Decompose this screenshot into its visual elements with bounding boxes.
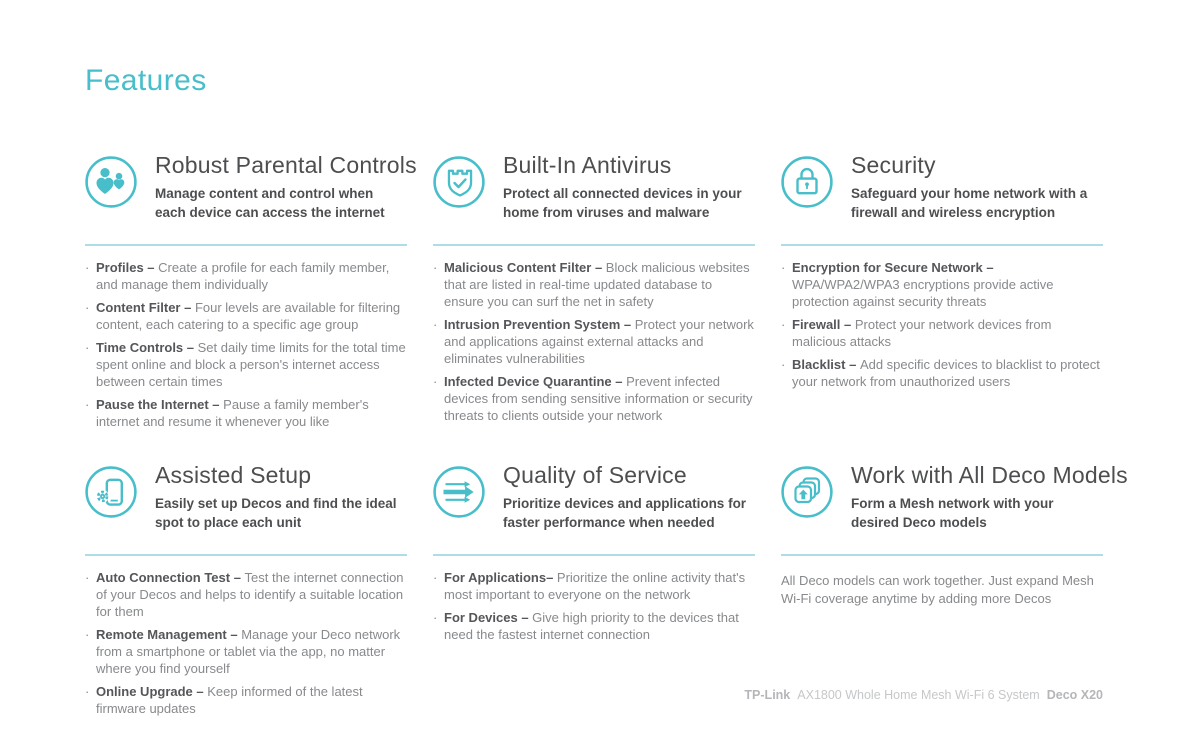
bullet-description: Keep informed of the latest firmware updates bbox=[96, 684, 363, 716]
bullet-dot: · bbox=[85, 627, 90, 642]
feature-bullet bbox=[85, 569, 407, 620]
section-divider bbox=[85, 554, 407, 556]
feature-bullet bbox=[781, 259, 1103, 310]
priority-arrows-icon bbox=[433, 466, 485, 554]
feature-bullet bbox=[433, 569, 755, 603]
feature-bullet bbox=[85, 626, 407, 677]
feature-bullet bbox=[85, 299, 407, 333]
feature-bullet-list bbox=[85, 569, 407, 717]
bullet-term: Firewall – bbox=[792, 317, 855, 332]
bullet-term: For Devices – bbox=[444, 610, 533, 625]
bullet-term: Infected Device Quarantine – bbox=[444, 374, 627, 389]
bullet-text bbox=[792, 356, 1103, 390]
page-title: Features bbox=[85, 64, 207, 97]
bullet-dot: · bbox=[85, 397, 90, 412]
feature-bullet bbox=[433, 259, 755, 310]
feature-title: Robust Parental Controls bbox=[155, 152, 417, 178]
bullet-dot: · bbox=[85, 684, 90, 699]
bullet-dot: · bbox=[433, 317, 438, 332]
bullet-dot: · bbox=[781, 317, 786, 332]
feature-subtitle: Safeguard your home network with a firewall and wireless encryption bbox=[851, 186, 1088, 220]
feature-card-header bbox=[433, 152, 755, 244]
padlock-icon bbox=[781, 156, 833, 244]
feature-bullet bbox=[85, 339, 407, 390]
feature-paragraph: All Deco models can work together. Just expand Mesh Wi-Fi coverage anytime by adding more Decos bbox=[781, 573, 1094, 606]
feature-card-built-in-antivirus bbox=[433, 152, 755, 436]
feature-bullet bbox=[433, 316, 755, 367]
footer-product: AX1800 Whole Home Mesh Wi-Fi 6 System bbox=[797, 688, 1040, 702]
bullet-dot: · bbox=[85, 300, 90, 315]
bullet-term: Blacklist – bbox=[792, 357, 860, 372]
feature-card-work-with-all-deco-models bbox=[781, 462, 1128, 723]
bullet-description: Set daily time limits for the total time spent online and block a person's internet access between certain times bbox=[96, 340, 406, 389]
feature-title: Built-In Antivirus bbox=[503, 152, 672, 178]
bullet-text bbox=[96, 259, 407, 293]
bullet-description: Prioritize the online activity that's most important to everyone on the network bbox=[444, 570, 746, 602]
features-grid bbox=[85, 152, 1128, 723]
bullet-text bbox=[96, 396, 407, 430]
feature-head-text bbox=[851, 152, 1103, 244]
bullet-description: Manage your Deco network from a smartphone or tablet via the app, no matter where you find yourself bbox=[96, 627, 401, 676]
bullet-dot: · bbox=[781, 357, 786, 372]
bullet-term: Pause the Internet – bbox=[96, 397, 224, 412]
bullet-description: Four levels are available for filtering content, each catering to a specific age group bbox=[96, 300, 401, 332]
feature-card-parental-controls bbox=[85, 152, 417, 436]
bullet-description: Pause a family member's internet and resume it whenever you like bbox=[96, 397, 369, 429]
feature-card-header bbox=[781, 152, 1103, 244]
feature-bullet bbox=[85, 259, 407, 293]
bullet-description: WPA/WPA2/WPA3 encryptions provide active protection against security threats bbox=[792, 277, 1054, 309]
feature-head-text bbox=[503, 462, 755, 554]
shield-check-icon bbox=[433, 156, 485, 244]
feature-card-header bbox=[85, 462, 407, 554]
bullet-term: Intrusion Prevention System – bbox=[444, 317, 635, 332]
feature-card-header bbox=[781, 462, 1128, 554]
feature-head-text bbox=[851, 462, 1128, 554]
feature-title: Quality of Service bbox=[503, 462, 687, 488]
feature-bullet bbox=[433, 609, 755, 643]
bullet-dot: · bbox=[85, 340, 90, 355]
feature-bullet bbox=[781, 316, 1103, 350]
bullet-text bbox=[792, 316, 1103, 350]
feature-bullet bbox=[781, 356, 1103, 390]
footer-brand: TP-Link bbox=[744, 688, 791, 702]
feature-bullet-list bbox=[85, 259, 407, 430]
bullet-text bbox=[444, 609, 755, 643]
section-divider bbox=[781, 244, 1103, 246]
bullet-dot: · bbox=[85, 260, 90, 275]
bullet-term: Profiles – bbox=[96, 260, 159, 275]
bullet-text bbox=[444, 569, 755, 603]
feature-card-assisted-setup bbox=[85, 462, 407, 723]
bullet-description: Give high priority to the devices that need the fastest internet connection bbox=[444, 610, 739, 642]
bullet-description: Protect your network devices from malicious attacks bbox=[792, 317, 1052, 349]
feature-bullet bbox=[85, 396, 407, 430]
footer bbox=[744, 688, 1103, 702]
bullet-text bbox=[444, 259, 755, 310]
feature-subtitle: Manage content and control when each device can access the internet bbox=[155, 186, 385, 220]
bullet-description: Test the internet connection of your Decos and helps to identify a suitable location for them bbox=[96, 570, 404, 619]
bullet-text bbox=[96, 683, 407, 717]
bullet-term: Time Controls – bbox=[96, 340, 198, 355]
feature-title: Assisted Setup bbox=[155, 462, 312, 488]
section-divider bbox=[433, 554, 755, 556]
feature-title: Work with All Deco Models bbox=[851, 462, 1128, 488]
bullet-dot: · bbox=[433, 260, 438, 275]
feature-bullet bbox=[85, 683, 407, 717]
bullet-term: Online Upgrade – bbox=[96, 684, 208, 699]
family-icon bbox=[85, 156, 137, 244]
phone-gear-icon bbox=[85, 466, 137, 554]
feature-bullet-list bbox=[781, 259, 1103, 390]
bullet-text bbox=[444, 373, 755, 424]
feature-bullet bbox=[433, 373, 755, 424]
bullet-description: Block malicious websites that are listed in real-time updated database to ensure you can surf the net in safety bbox=[444, 260, 750, 309]
bullet-text bbox=[96, 299, 407, 333]
feature-head-text bbox=[155, 462, 407, 554]
bullet-term: Content Filter – bbox=[96, 300, 195, 315]
feature-bullet-list bbox=[433, 569, 755, 643]
bullet-term: Encryption for Secure Network – bbox=[792, 260, 994, 275]
bullet-text bbox=[96, 339, 407, 390]
bullet-description: Add specific devices to blacklist to protect your network from unauthorized users bbox=[792, 357, 1100, 389]
bullet-dot: · bbox=[433, 570, 438, 585]
footer-model: Deco X20 bbox=[1046, 688, 1103, 702]
feature-subtitle: Form a Mesh network with your desired Deco models bbox=[851, 496, 1054, 530]
bullet-description: Protect your network and applications against external attacks and eliminates vulnerabilities bbox=[444, 317, 754, 366]
stacked-deco-icon bbox=[781, 466, 833, 554]
feature-card-security bbox=[781, 152, 1103, 436]
bullet-term: Remote Management – bbox=[96, 627, 242, 642]
section-divider bbox=[781, 554, 1103, 556]
feature-card-quality-of-service bbox=[433, 462, 755, 723]
bullet-dot: · bbox=[433, 610, 438, 625]
bullet-text bbox=[96, 569, 407, 620]
bullet-text bbox=[96, 626, 407, 677]
feature-card-header bbox=[433, 462, 755, 554]
feature-subtitle: Prioritize devices and applications for faster performance when needed bbox=[503, 496, 747, 530]
section-divider bbox=[85, 244, 407, 246]
feature-head-text bbox=[503, 152, 755, 244]
feature-subtitle: Protect all connected devices in your home from viruses and malware bbox=[503, 186, 742, 220]
bullet-dot: · bbox=[85, 570, 90, 585]
bullet-description: Create a profile for each family member, and manage them individually bbox=[96, 260, 390, 292]
bullet-text bbox=[792, 259, 1103, 310]
bullet-term: For Applications– bbox=[444, 570, 557, 585]
bullet-dot: · bbox=[781, 260, 786, 275]
feature-title: Security bbox=[851, 152, 936, 178]
bullet-description: Prevent infected devices from sending sensitive information or security threats to clients outside your network bbox=[444, 374, 753, 423]
bullet-text bbox=[444, 316, 755, 367]
feature-head-text bbox=[155, 152, 417, 244]
bullet-term: Malicious Content Filter – bbox=[444, 260, 606, 275]
bullet-term: Auto Connection Test – bbox=[96, 570, 245, 585]
feature-subtitle: Easily set up Decos and find the ideal spot to place each unit bbox=[155, 496, 397, 530]
feature-card-header bbox=[85, 152, 417, 244]
feature-bullet-list bbox=[433, 259, 755, 424]
bullet-dot: · bbox=[433, 374, 438, 389]
section-divider bbox=[433, 244, 755, 246]
